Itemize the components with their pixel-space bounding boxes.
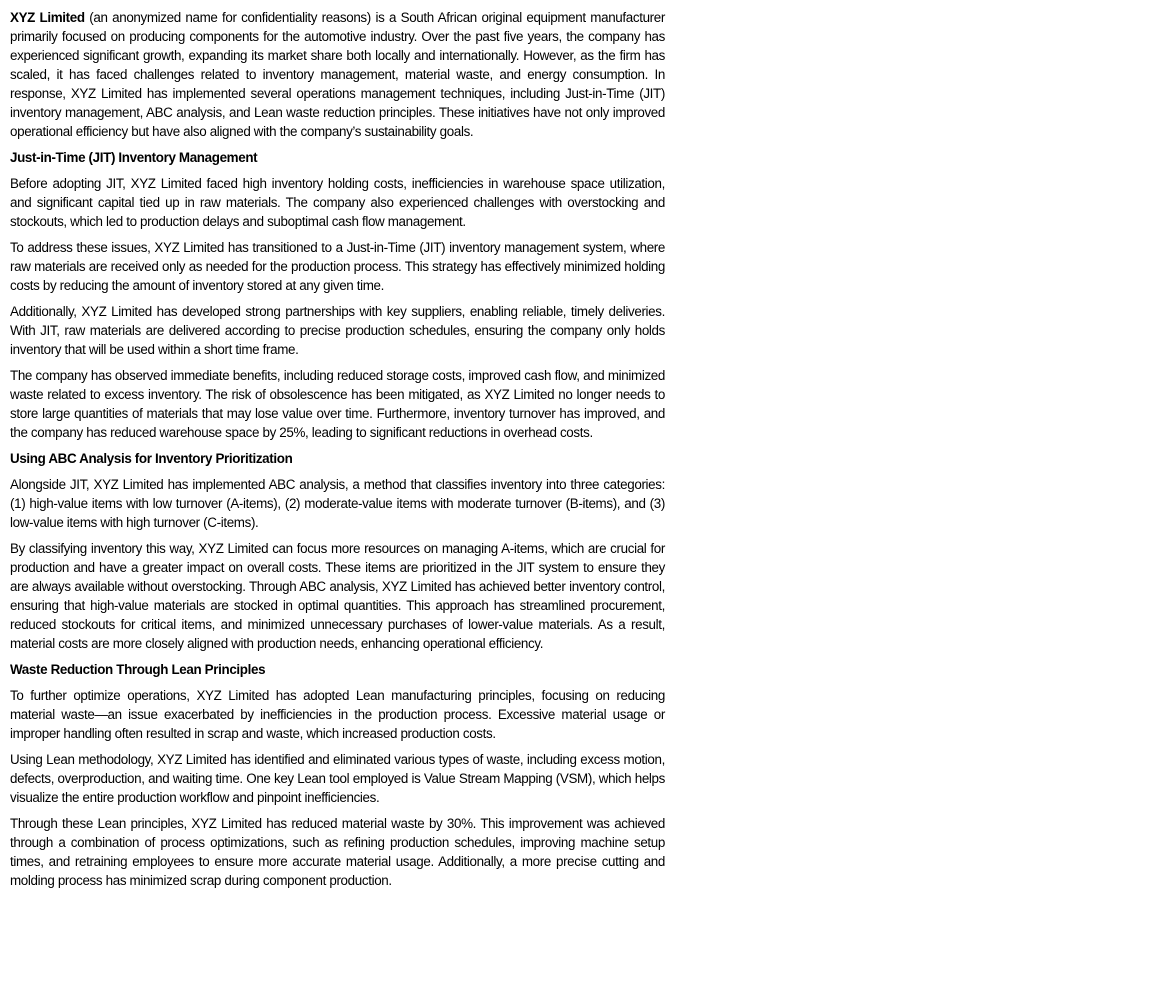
lean-paragraph-2: Using Lean methodology, XYZ Limited has identified and eliminated various types of waste, including excess motion, defects, overproduction, and waiting time. One key Lean tool employed is Value Stream Mapping (VSM), which helps visualize the entire production workflow and pinpoint inefficiencies. [10,752,665,805]
abc-paragraph-1: Alongside JIT, XYZ Limited has implemented ABC analysis, a method that classifies inventory into three categories: (1) high-value items with low turnover (A-items), (2) moderate-value items with moderate turnover (B-items), and (3) low-value items with high turnover (C-items). [10,477,665,530]
company-name: XYZ Limited [10,10,85,25]
jit-paragraph-1: Before adopting JIT, XYZ Limited faced high inventory holding costs, inefficiencies in warehouse space utilization, and significant capital tied up in raw materials. The company also experienced challenges with overstocking and stockouts, which led to production delays and suboptimal cash flow management. [10,176,665,229]
intro-paragraph [10,8,665,141]
document-body [10,8,665,897]
jit-paragraph-4: The company has observed immediate benefits, including reduced storage costs, improved cash flow, and minimized waste related to excess inventory. The risk of obsolescence has been mitigated, as XYZ Limited no longer needs to store large quantities of materials that may lose value over time. Furthermore, inventory turnover has improved, and the company has reduced warehouse space by 25%, leading to significant reductions in overhead costs. [10,368,665,440]
lean-paragraph-1: To further optimize operations, XYZ Limited has adopted Lean manufacturing principles, focusing on reducing material waste—an issue exacerbated by inefficiencies in the production process. Excessive material usage or improper handling often resulted in scrap and waste, which increased production costs. [10,688,665,741]
section-heading-jit: Just-in-Time (JIT) Inventory Management [10,150,258,165]
section-heading-lean: Waste Reduction Through Lean Principles [10,662,266,677]
intro-text: (an anonymized name for confidentiality reasons) is a South African original equipment manufacturer primarily focused on producing components for the automotive industry. Over the past five years, the company has experienced significant growth, expanding its market share both locally and internationally. However, as the firm has scaled, it has faced challenges related to inventory management, material waste, and energy consumption. In response, XYZ Limited has implemented several operations management techniques, including Just-in-Time (JIT) inventory management, ABC analysis, and Lean waste reduction principles. These initiatives have not only improved operational efficiency but have also aligned with the company’s sustainability goals. [10,10,665,139]
section-heading-abc: Using ABC Analysis for Inventory Prioritization [10,451,293,466]
lean-paragraph-3: Through these Lean principles, XYZ Limited has reduced material waste by 30%. This improvement was achieved through a combination of process optimizations, such as refining production schedules, improving machine setup times, and retraining employees to ensure more accurate material usage. Additionally, a more precise cutting and molding process has minimized scrap during component production. [10,816,665,888]
jit-paragraph-3: Additionally, XYZ Limited has developed strong partnerships with key suppliers, enabling reliable, timely deliveries. With JIT, raw materials are delivered according to precise production schedules, ensuring the company only holds inventory that will be used within a short time frame. [10,304,665,357]
jit-paragraph-2: To address these issues, XYZ Limited has transitioned to a Just-in-Time (JIT) inventory management system, where raw materials are received only as needed for the production process. This strategy has effectively minimized holding costs by reducing the amount of inventory stored at any given time. [10,240,665,293]
abc-paragraph-2: By classifying inventory this way, XYZ Limited can focus more resources on managing A-items, which are crucial for production and have a greater impact on overall costs. These items are prioritized in the JIT system to ensure they are always available without overstocking. Through ABC analysis, XYZ Limited has achieved better inventory control, ensuring that high-value materials are stocked in optimal quantities. This approach has streamlined procurement, reduced stockouts for critical items, and minimized unnecessary purchases of lower-value materials. As a result, material costs are more closely aligned with production needs, enhancing operational efficiency. [10,541,665,651]
